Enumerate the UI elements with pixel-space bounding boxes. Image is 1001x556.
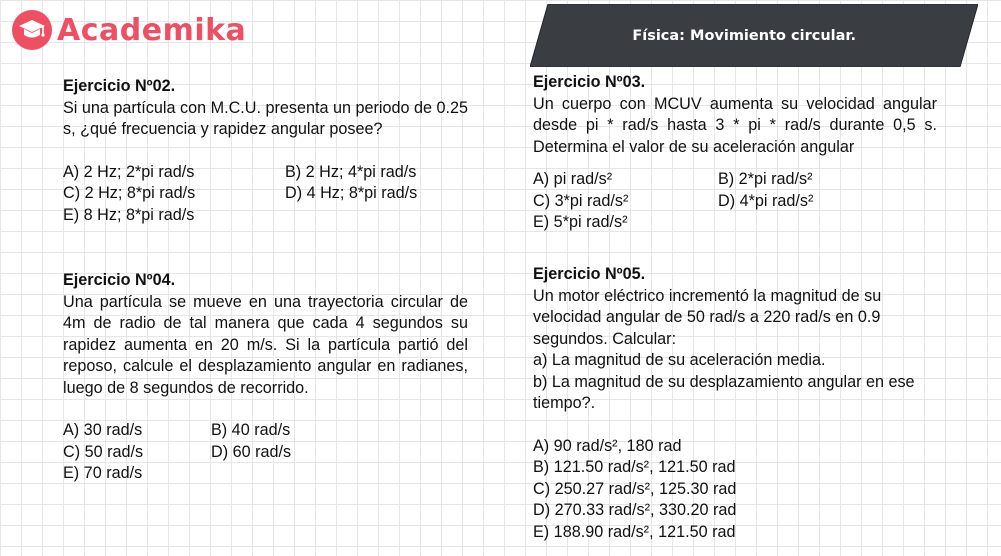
option-b: B) 2*pi rad/s² (718, 170, 813, 188)
option-e: E) 188.90 rad/s², 121.50 rad (533, 522, 736, 541)
logo-text: Academika (57, 12, 247, 48)
academika-logo (12, 10, 246, 50)
exercise-body: Una partícula se mueve en una trayectoria circular de 4m de radio de tal manera que cada 4 segundos su rapidez aumenta en 20 m/s. Si la partícula partió del reposo, calcule el desplazamiento angular en radianes, luego de 8 segundos de recorrido. (63, 292, 468, 397)
option-d: D) 270.33 rad/s², 330.20 rad (533, 501, 737, 519)
option-c: C) 50 rad/s (63, 442, 144, 461)
option-b: B) 2 Hz; 4*pi rad/s (285, 162, 417, 181)
option-d: D) 60 rad/s (211, 442, 292, 461)
option-b: B) 40 rad/s (211, 421, 291, 439)
answer-options (533, 436, 923, 544)
exercise-body: Un cuerpo con MCUV aumenta su velocidad angular desde pi * rad/s hasta 3 * pi * rad/s durante 0,5 s. Determina el valor de su aceleración angular (533, 94, 937, 156)
question-item-b: b) La magnitud de su desplazamiento angular en ese tiempo?. (533, 372, 915, 412)
exercise-02 (63, 76, 468, 226)
option-e: E) 5*pi rad/s² (533, 213, 628, 231)
option-c: C) 3*pi rad/s² (533, 191, 629, 210)
exercise-04 (63, 270, 468, 485)
page-title: Física: Movimiento circular. (632, 27, 856, 44)
question-item-a: a) La magnitud de su aceleración media. (533, 351, 826, 369)
exercise-title: Ejercicio Nº05. (533, 265, 646, 283)
answer-options (63, 420, 468, 485)
answer-options (533, 169, 937, 234)
option-e: E) 70 rad/s (63, 464, 143, 482)
option-d: D) 4*pi rad/s² (718, 191, 814, 210)
exercise-title: Ejercicio Nº02. (63, 77, 176, 95)
option-c: C) 250.27 rad/s², 125.30 rad (533, 479, 737, 498)
option-c: C) 2 Hz; 8*pi rad/s (63, 184, 196, 202)
option-a: A) pi rad/s² (533, 170, 613, 188)
option-a: A) 30 rad/s (63, 421, 143, 439)
exercise-title: Ejercicio Nº03. (533, 73, 646, 91)
graduation-cap-icon (12, 10, 52, 50)
option-d: D) 4 Hz; 8*pi rad/s (285, 184, 418, 202)
option-b: B) 121.50 rad/s², 121.50 rad (533, 458, 736, 476)
answer-options (63, 162, 468, 227)
exercise-title: Ejercicio Nº04. (63, 271, 176, 289)
exercise-body: Un motor eléctrico incrementó la magnitud de su velocidad angular de 50 rad/s a 220 rad/s en 0.9 segundos. Calcular: (533, 286, 882, 348)
option-e: E) 8 Hz; 8*pi rad/s (63, 205, 195, 224)
exercise-body: Si una partícula con M.C.U. presenta un periodo de 0.25 s, ¿qué frecuencia y rapidez angular posee? (63, 98, 468, 138)
exercise-05 (533, 264, 923, 543)
option-a: A) 2 Hz; 2*pi rad/s (63, 162, 195, 181)
option-a: A) 90 rad/s², 180 rad (533, 436, 682, 455)
exercise-03 (533, 72, 937, 234)
